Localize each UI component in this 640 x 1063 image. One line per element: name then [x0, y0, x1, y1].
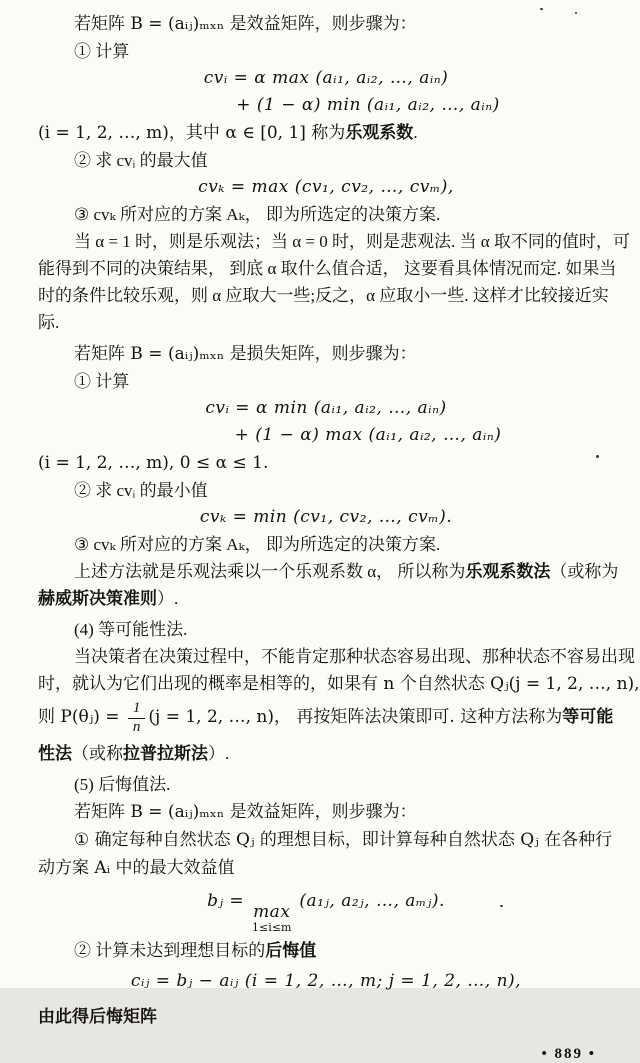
condition-text: (i = 1, 2, …, m)，其中 α ∈ [0, 1] 称为	[38, 123, 346, 143]
regret-formula-cij: cᵢⱼ = bⱼ − aᵢⱼ (i = 1, 2, …, m; j = 1, 2, …, n),	[130, 971, 522, 992]
laplace-method-term: 拉普拉斯法	[123, 744, 208, 763]
benefit-formula-cvk: cvₖ = max (cv₁, cv₂, …, cvₘ),	[198, 177, 454, 197]
condition-period: .	[413, 123, 418, 142]
optimism-coefficient-term: 乐观系数	[345, 123, 414, 142]
fraction-numerator: 1	[128, 701, 146, 719]
loss-step2-label: ② 求 cvᵢ 的最小值	[74, 481, 208, 500]
benefit-formula-cv-line2: + (1 − α) min (aᵢ₁, aᵢ₂, …, aᵢₙ)	[236, 95, 500, 115]
equal-line2-text: 时，就认为它们出现的概率是相等的，如果有 n 个自然状态 Qⱼ(j = 1, 2, …, n),	[38, 674, 640, 694]
equal-likelihood-term-part1: 等可能	[562, 707, 614, 726]
probability-expression: 则 P(θⱼ) =	[38, 707, 125, 727]
hurwicz-paragraph-line1	[38, 558, 619, 585]
hurwicz-criterion-term: 赫威斯决策准则	[38, 589, 157, 608]
regret-matrix-outro	[38, 1003, 614, 1030]
equal-line3-text: (j = 1, 2, …, n)， 再按矩阵法决策即可. 这种方法称为	[148, 707, 563, 727]
regret-step1-line1	[38, 826, 614, 854]
benefit-formula-cv-line1: cvᵢ = α max (aᵢ₁, aᵢ₂, …, aᵢₙ)	[203, 68, 449, 88]
regret-matrix-term: 由此得后悔矩阵	[38, 1007, 157, 1027]
hurwicz-paren: （或称为	[550, 562, 619, 581]
loss-intro-text: 若矩阵 B = (aᵢⱼ)ₘₓₙ 是损失矩阵，则步骤为：	[74, 344, 417, 364]
max-range-subscript: 1≤i≤m	[252, 920, 292, 934]
benefit-step3-label: ③ cvₖ 所对应的方案 Aₖ， 即为所选定的决策方案.	[74, 205, 441, 224]
bj-equals: bⱼ =	[207, 891, 251, 911]
section4-heading: (4) 等可能性法.	[74, 620, 188, 639]
max-operator: max	[253, 902, 291, 922]
benefit-step2-label: ② 求 cvᵢ 的最大值	[74, 151, 208, 170]
regret-step1-text1: ① 确定每种自然状态 Qⱼ 的理想目标，即计算每种自然状态 Qⱼ 在各种行	[74, 830, 613, 850]
loss-step1-label: ① 计算	[74, 372, 130, 391]
photocopy-speckle	[596, 455, 599, 458]
hurwicz-close: ）.	[157, 589, 179, 608]
loss-condition-text: (i = 1, 2, …, m), 0 ≤ α ≤ 1.	[38, 453, 269, 473]
regret-step1-text2: 动方案 Aᵢ 中的最大效益值	[38, 858, 235, 878]
loss-formula-cvk: cvₖ = min (cv₁, cv₂, …, cvₘ).	[199, 507, 453, 527]
equal-paragraph-line1: 当决策者在决策过程中，不能肯定那种状态容易出现、那种状态不容易出现	[74, 647, 635, 666]
coefficient-method-term: 乐观系数法	[465, 562, 551, 581]
bj-arguments: (a₁ⱼ, a₂ⱼ, …, aₘⱼ).	[293, 891, 445, 911]
page-number: • 889 •	[541, 1046, 596, 1063]
alpha-paragraph-line4: 际.	[38, 313, 60, 332]
benefit-step1-label: ① 计算	[74, 42, 130, 61]
loss-formula-cv-line2: + (1 − α) max (aᵢ₁, aᵢ₂, …, aᵢₙ)	[234, 425, 502, 445]
fraction-denominator: n	[132, 718, 141, 735]
alpha-paragraph-line2: 能得到不同的决策结果， 到底 α 取什么值合适， 这要看具体情况而定. 如果当	[38, 259, 617, 278]
equal-paragraph-line3	[38, 698, 614, 736]
regret-formula-bj	[38, 882, 614, 933]
photocopy-speckle	[575, 12, 577, 14]
max-with-range	[252, 904, 291, 933]
section5-heading: (5) 后悔值法.	[74, 775, 171, 794]
regret-value-term: 后悔值	[265, 941, 317, 961]
alpha-paragraph-line1: 当 α = 1 时，则是乐观法；当 α = 0 时，则是悲观法. 当 α 取不同的值时，可	[74, 232, 630, 251]
benefit-formula-condition	[38, 119, 614, 147]
benefit-matrix-intro	[38, 10, 614, 38]
regret-step1-line2	[38, 854, 614, 882]
one-over-n-fraction	[128, 701, 146, 736]
equal-paragraph-line4	[38, 740, 614, 767]
equal-paragraph-line2	[38, 670, 640, 698]
regret-step2-text: ② 计算未达到理想目标的	[74, 941, 266, 961]
regret-step2-label	[38, 937, 614, 964]
hurwicz-text: 上述方法就是乐观法乘以一个乐观系数 α， 所以称为	[74, 562, 466, 581]
equal-likelihood-term-part2: 性法	[38, 744, 72, 763]
laplace-close: ）.	[208, 744, 230, 763]
hurwicz-paragraph-line2	[38, 585, 614, 612]
regret-matrix-intro	[38, 798, 614, 826]
loss-formula-cv-line1: cvᵢ = α min (aᵢ₁, aᵢ₂, …, aᵢₙ)	[205, 398, 447, 418]
loss-step3-label: ③ cvₖ 所对应的方案 Aₖ， 即为所选定的决策方案.	[74, 535, 441, 554]
photocopy-speckle	[540, 8, 543, 10]
alpha-paragraph-line3: 时的条件比较乐观，则 α 应取大一些;反之，α 应取小一些. 这样才比较接近实	[38, 286, 609, 305]
photocopy-speckle	[500, 905, 503, 907]
loss-formula-condition	[38, 449, 614, 477]
laplace-paren: （或称	[72, 744, 123, 763]
benefit-intro-text: 若矩阵 B = (aᵢⱼ)ₘₓₙ 是效益矩阵，则步骤为：	[74, 14, 417, 34]
loss-matrix-intro	[38, 340, 614, 368]
regret-intro-text: 若矩阵 B = (aᵢⱼ)ₘₓₙ 是效益矩阵，则步骤为：	[74, 802, 417, 822]
